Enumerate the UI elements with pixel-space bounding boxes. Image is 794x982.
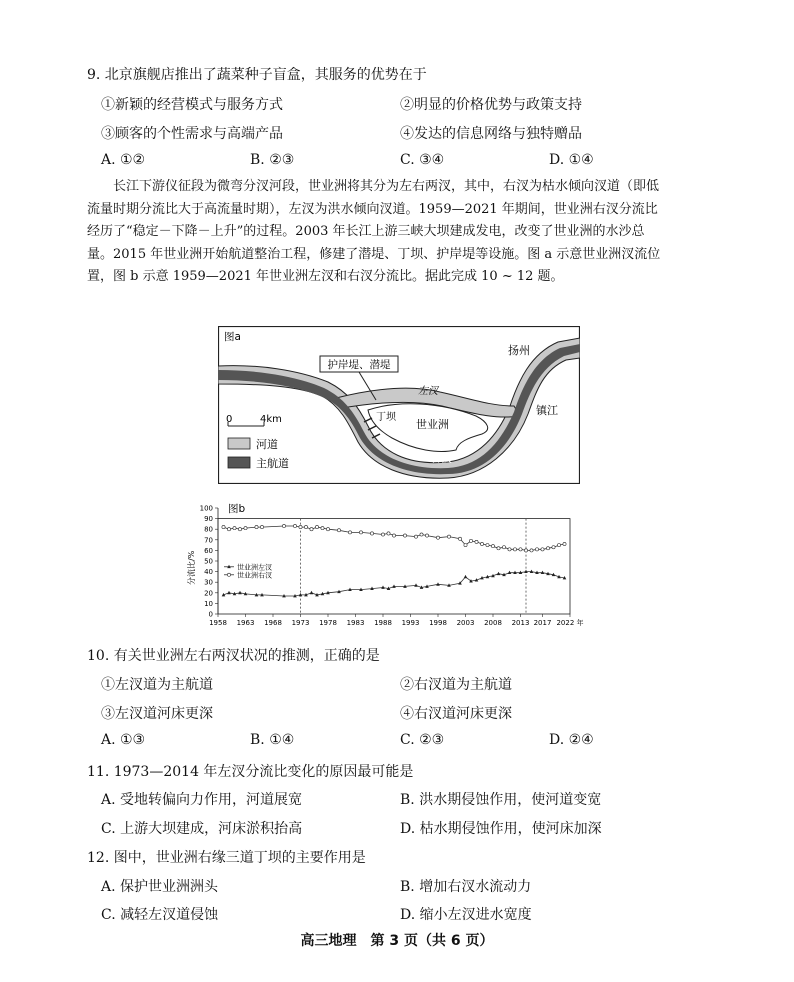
q12-choice-a: A. 保护世业洲洲头 bbox=[101, 879, 219, 895]
data-point bbox=[502, 546, 505, 549]
passage-line-2: 流量时期分流比大于高流量时期），左汊为洪水倾向汊道。1959—2021 年期间，世业洲右汊分流比 bbox=[87, 201, 658, 217]
data-point bbox=[304, 525, 307, 528]
y-tick-label: 30 bbox=[204, 578, 213, 587]
legend-label: 世业洲右汊 bbox=[237, 571, 272, 580]
x-tick-label: 1983 bbox=[346, 619, 365, 627]
legend-channel-label: 河道 bbox=[256, 438, 278, 451]
data-point bbox=[469, 539, 472, 542]
legend-main-swatch bbox=[228, 457, 250, 468]
q10-choice-c: C. ②③ bbox=[400, 732, 445, 748]
legend-marker bbox=[227, 573, 230, 576]
series-line-1 bbox=[224, 572, 565, 596]
data-point bbox=[480, 542, 483, 545]
q10-item-2: ②右汊道为主航道 bbox=[400, 677, 512, 693]
data-point bbox=[491, 545, 494, 548]
q10-choice-d: D. ②④ bbox=[549, 732, 594, 748]
q11-choice-c: C. 上游大坝建成，河床淤积抬高 bbox=[101, 821, 303, 837]
left-branch-label: 左汊 bbox=[418, 386, 438, 397]
data-point bbox=[414, 583, 418, 586]
data-point bbox=[458, 537, 461, 540]
data-point bbox=[436, 536, 439, 539]
data-point bbox=[535, 548, 538, 551]
data-point bbox=[238, 591, 242, 594]
data-point bbox=[255, 525, 258, 528]
data-point bbox=[387, 532, 390, 535]
y-tick-label: 10 bbox=[204, 599, 213, 608]
data-point bbox=[552, 546, 555, 549]
q12-choice-b: B. 增加右汊水流动力 bbox=[400, 879, 532, 895]
q11-choice-d: D. 枯水期侵蚀作用，使河床加深 bbox=[400, 821, 602, 837]
data-point bbox=[447, 535, 450, 538]
figure-a-map bbox=[218, 326, 580, 484]
legend-channel-swatch bbox=[228, 438, 250, 449]
data-point bbox=[233, 527, 236, 530]
q9-item-2: ②明显的价格优势与政策支持 bbox=[400, 97, 582, 113]
right-branch-label: 右汊 bbox=[430, 452, 452, 465]
data-point bbox=[425, 534, 428, 537]
x-tick-label: 1998 bbox=[429, 619, 447, 627]
q12-choice-c: C. 减轻左汊道侵蚀 bbox=[101, 907, 219, 923]
q11-stem: 11. 1973—2014 年左汊分流比变化的原因最可能是 bbox=[87, 764, 414, 780]
q12-choice-d: D. 缩小左汊进水宽度 bbox=[400, 907, 532, 923]
data-point bbox=[227, 591, 231, 594]
passage-line-3: 经历了“稳定－下降－上升”的过程。2003 年长江上游三峡大坝建成发电，改变了世业洲的水沙总 bbox=[87, 224, 645, 239]
data-point bbox=[519, 548, 522, 551]
chart-legend bbox=[224, 562, 272, 579]
yangzhou-label: 扬州 bbox=[508, 344, 530, 357]
scale-km: 4km bbox=[260, 414, 282, 425]
y-tick-label: 40 bbox=[204, 568, 213, 577]
y-tick-label: 80 bbox=[204, 525, 213, 534]
passage-line-4: 量。2015 年世业洲开始航道整治工程，修建了潜堤、丁坝、护岸堤等设施。图 a 示意世业洲汊流位 bbox=[87, 246, 661, 262]
x-tick-label: 1988 bbox=[374, 619, 392, 627]
data-point bbox=[244, 527, 247, 530]
x-tick-label: 1978 bbox=[319, 619, 337, 627]
q10-choice-a: A. ①③ bbox=[101, 732, 146, 748]
data-point bbox=[381, 586, 385, 589]
y-tick-label: 0 bbox=[208, 610, 213, 619]
data-point bbox=[222, 525, 225, 528]
data-point bbox=[497, 547, 500, 550]
x-tick-label: 2013 bbox=[511, 619, 530, 627]
data-point bbox=[299, 525, 302, 528]
legend-label: 世业洲左汊 bbox=[237, 563, 272, 572]
data-point bbox=[227, 528, 230, 531]
data-point bbox=[530, 549, 533, 552]
data-point bbox=[436, 582, 440, 585]
scale-zero: 0 bbox=[226, 414, 233, 425]
q10-item-3: ③左汊道河床更深 bbox=[101, 706, 213, 722]
q9-item-1: ①新颖的经营模式与服务方式 bbox=[101, 97, 283, 113]
q9-stem: 9. 北京旗舰店推出了蔬菜种子盲盒，其服务的优势在于 bbox=[87, 67, 427, 83]
data-point bbox=[557, 544, 560, 547]
y-tick-label: 70 bbox=[204, 536, 213, 545]
data-point bbox=[403, 534, 406, 537]
data-point bbox=[359, 531, 362, 534]
x-tick-label: 1973 bbox=[291, 619, 310, 627]
q9-item-4: ④发达的信息网络与独特赠品 bbox=[400, 126, 582, 142]
data-point bbox=[293, 524, 296, 527]
data-point bbox=[381, 533, 384, 536]
data-point bbox=[326, 528, 329, 531]
chart-title: 图b bbox=[228, 503, 246, 515]
q10-item-1: ①左汊道为主航道 bbox=[101, 677, 213, 693]
x-tick-label: 1968 bbox=[264, 619, 282, 627]
data-point bbox=[497, 572, 501, 575]
data-point bbox=[370, 532, 373, 535]
x-tick-label: 2022 年 bbox=[556, 619, 584, 627]
data-point bbox=[464, 575, 468, 578]
data-point bbox=[321, 527, 324, 530]
data-point bbox=[464, 544, 467, 547]
y-tick-label: 60 bbox=[204, 546, 213, 555]
q11-choice-b: B. 洪水期侵蚀作用，使河道变宽 bbox=[400, 792, 602, 808]
q9-item-3: ③顾客的个性需求与高端产品 bbox=[101, 126, 283, 142]
data-point bbox=[513, 548, 516, 551]
y-tick-label: 50 bbox=[204, 557, 213, 566]
q9-choice-a: A. ①② bbox=[101, 152, 146, 168]
data-point bbox=[524, 549, 527, 552]
callout-label: 护岸堤、潜堤 bbox=[327, 359, 391, 371]
data-point bbox=[414, 535, 417, 538]
figure-a-label: 图a bbox=[224, 331, 241, 343]
q9-choice-c: C. ③④ bbox=[400, 152, 445, 168]
data-point bbox=[508, 548, 511, 551]
page-footer: 高三地理 第 3 页（共 6 页） bbox=[300, 933, 494, 949]
x-tick-label: 1963 bbox=[236, 619, 255, 627]
legend-main-label: 主航道 bbox=[256, 457, 289, 470]
chart-ylabel: 分流比/% bbox=[187, 550, 196, 585]
q10-item-4: ④右汊道河床更深 bbox=[400, 706, 512, 722]
q11-choice-a: A. 受地转偏向力作用，河道展宽 bbox=[101, 792, 303, 808]
series-line-0 bbox=[224, 526, 565, 550]
data-point bbox=[310, 591, 314, 594]
data-point bbox=[392, 534, 395, 537]
y-tick-label: 100 bbox=[199, 504, 213, 513]
data-point bbox=[260, 525, 263, 528]
data-point bbox=[310, 528, 313, 531]
y-tick-label: 90 bbox=[204, 515, 213, 524]
data-point bbox=[420, 533, 423, 536]
y-tick-label: 20 bbox=[204, 589, 213, 598]
data-point bbox=[475, 540, 478, 543]
x-tick-label: 1993 bbox=[401, 619, 420, 627]
x-tick-label: 2008 bbox=[484, 619, 502, 627]
passage-line-1: 长江下游仪征段为微弯分汊河段，世业洲将其分为左右两汊，其中，右汊为枯水倾向汊道（即低 bbox=[113, 179, 660, 194]
q12-stem: 12. 图中，世业洲右缘三道丁坝的主要作用是 bbox=[87, 850, 366, 866]
passage bbox=[87, 176, 707, 289]
dam-label: 丁坝 bbox=[376, 412, 396, 423]
data-point bbox=[486, 544, 489, 547]
data-point bbox=[563, 542, 566, 545]
zhenjiang-label: 镇江 bbox=[536, 404, 558, 417]
data-point bbox=[541, 548, 544, 551]
data-point bbox=[282, 524, 285, 527]
data-point bbox=[546, 547, 549, 550]
q9-choice-d: D. ①④ bbox=[549, 152, 594, 168]
q9-choice-b: B. ②③ bbox=[250, 152, 295, 168]
data-point bbox=[348, 531, 351, 534]
figure-b-chart bbox=[182, 500, 606, 630]
x-tick-label: 2003 bbox=[456, 619, 475, 627]
x-tick-label: 1958 bbox=[209, 619, 227, 627]
x-tick-label: 2017 bbox=[533, 619, 552, 627]
island-label: 世业洲 bbox=[416, 418, 449, 431]
q10-choice-b: B. ①④ bbox=[250, 732, 295, 748]
passage-line-5: 置，图 b 示意 1959—2021 年世业洲左汊和右汊分流比。据此完成 10 ~ 12 题。 bbox=[87, 269, 564, 284]
data-point bbox=[238, 528, 241, 531]
q10-stem: 10. 有关世业洲左右两汊状况的推测，正确的是 bbox=[87, 648, 380, 664]
data-point bbox=[315, 525, 318, 528]
data-point bbox=[337, 529, 340, 532]
